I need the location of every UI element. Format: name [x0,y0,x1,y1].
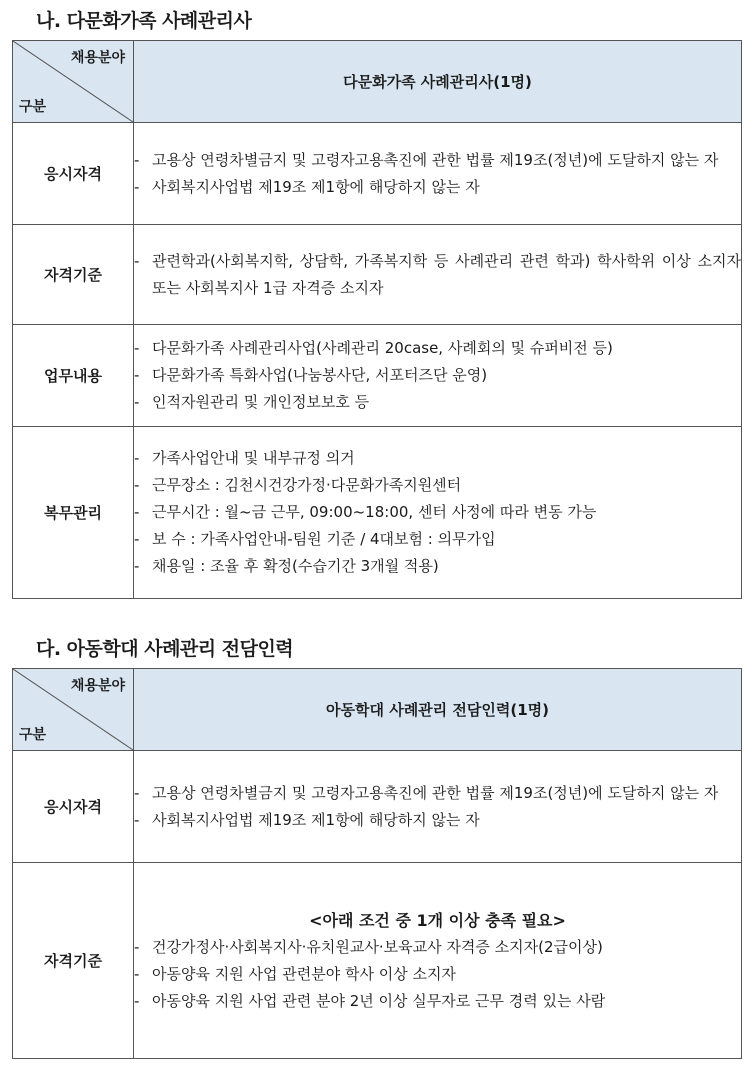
bullet-dash: - [134,449,140,467]
list-item-text: 다문화가족 사례관리사업(사례관리 20case, 사례회의 및 슈퍼비전 등) [152,339,613,357]
bullet-dash: - [134,366,140,384]
bullet-dash: - [134,177,140,196]
table-header-row [13,669,742,751]
list-item-text: 채용일 : 조율 후 확정(수습기간 3개월 적용) [152,557,439,575]
bullet-dash: - [134,557,140,575]
table-header-row [13,41,742,123]
position-header: 다문화가족 사례관리사(1명) [134,41,742,123]
bullet-dash: - [134,783,140,802]
list-item [134,499,741,526]
list-item-text: 고용상 연령차별금지 및 고령자고용촉진에 관한 법률 제19조(정년)에 도달하지 않는 자 [152,150,719,169]
row-label: 복무관리 [13,427,134,599]
position-header: 아동학대 사례관리 전담인력(1명) [134,669,742,751]
bullet-dash: - [134,339,140,357]
item-list [134,248,741,302]
list-item [134,174,741,201]
table-row [13,325,742,427]
row-content [134,325,742,427]
item-list [134,934,741,1015]
list-item [134,248,741,302]
list-item-text: 근무시간 : 월~금 근무, 09:00~18:00, 센터 사정에 따라 변동 가능 [152,503,597,521]
row-content [134,225,742,325]
row-label: 응시자격 [13,123,134,225]
row-label: 응시자격 [13,751,134,863]
corner-category-label: 구분 [19,727,47,743]
condition-heading: <아래 조건 중 1개 이상 충족 필요> [309,910,566,930]
list-item-text: 근무장소 : 김천시건강가정·다문화가족지원센터 [152,476,462,494]
row-label: 자격기준 [13,225,134,325]
recruitment-table-child-abuse [12,668,742,1059]
item-list [134,335,741,416]
bullet-dash: - [134,251,140,270]
bullet-dash: - [134,503,140,521]
item-list [134,147,741,201]
list-item-text: 아동양육 지원 사업 관련 분야 2년 이상 실무자로 근무 경력 있는 사람 [152,991,606,1010]
list-item-text: 가족사업안내 및 내부규정 의거 [152,449,355,467]
bullet-dash: - [134,964,140,983]
section-title-multicultural: 나. 다문화가족 사례관리사 [36,10,252,32]
bullet-dash: - [134,530,140,548]
row-content [134,427,742,599]
corner-field-label: 채용분야 [70,50,125,66]
row-label: 자격기준 [13,863,134,1059]
list-item-text: 인적자원관리 및 개인정보보호 등 [152,393,370,411]
bullet-dash: - [134,393,140,411]
list-item [134,961,741,988]
bullet-dash: - [134,476,140,494]
bullet-dash: - [134,150,140,169]
list-item-text: 관련학과(사회복지학, 상담학, 가족복지학 등 사례관리 관련 학과) 학사학위 이상 소지자 또는 사회복지사 1급 자격증 소지자 [152,251,741,297]
row-content [134,123,742,225]
bullet-dash: - [134,991,140,1010]
list-item [134,445,741,472]
table-row [13,751,742,863]
list-item [134,807,741,834]
list-item [134,988,741,1015]
corner-cell [13,41,134,123]
corner-cell [13,669,134,751]
corner-field-label: 채용분야 [70,678,125,694]
row-content [134,863,742,1059]
list-item-text: 사회복지사업법 제19조 제1항에 해당하지 않는 자 [152,177,480,196]
list-item-text: 보 수 : 가족사업안내-팀원 기준 / 4대보험 : 의무가입 [152,530,496,548]
list-item-text: 다문화가족 특화사업(나눔봉사단, 서포터즈단 운영) [152,366,488,384]
list-item-text: 건강가정사·사회복지사·유치원교사·보육교사 자격증 소지자(2급이상) [152,937,603,956]
list-item [134,553,741,580]
recruitment-table-multicultural [12,40,742,599]
bullet-dash: - [134,810,140,829]
section-title-child-abuse: 다. 아동학대 사례관리 전담인력 [36,638,294,660]
list-item-text: 사회복지사업법 제19조 제1항에 해당하지 않는 자 [152,810,480,829]
table-row [13,427,742,599]
list-item [134,147,741,174]
list-item-text: 고용상 연령차별금지 및 고령자고용촉진에 관한 법률 제19조(정년)에 도달하지 않는 자 [152,783,719,802]
table-row [13,123,742,225]
list-item [134,472,741,499]
item-list [134,780,741,834]
item-list [134,445,741,580]
list-item-text: 아동양육 지원 사업 관련분야 학사 이상 소지자 [152,964,456,983]
row-label: 업무내용 [13,325,134,427]
list-item [134,362,741,389]
list-item [134,526,741,553]
list-item [134,780,741,807]
list-item [134,934,741,961]
list-item [134,389,741,416]
corner-category-label: 구분 [19,99,47,115]
bullet-dash: - [134,937,140,956]
row-content [134,751,742,863]
table-row [13,863,742,1059]
table-row [13,225,742,325]
list-item [134,335,741,362]
